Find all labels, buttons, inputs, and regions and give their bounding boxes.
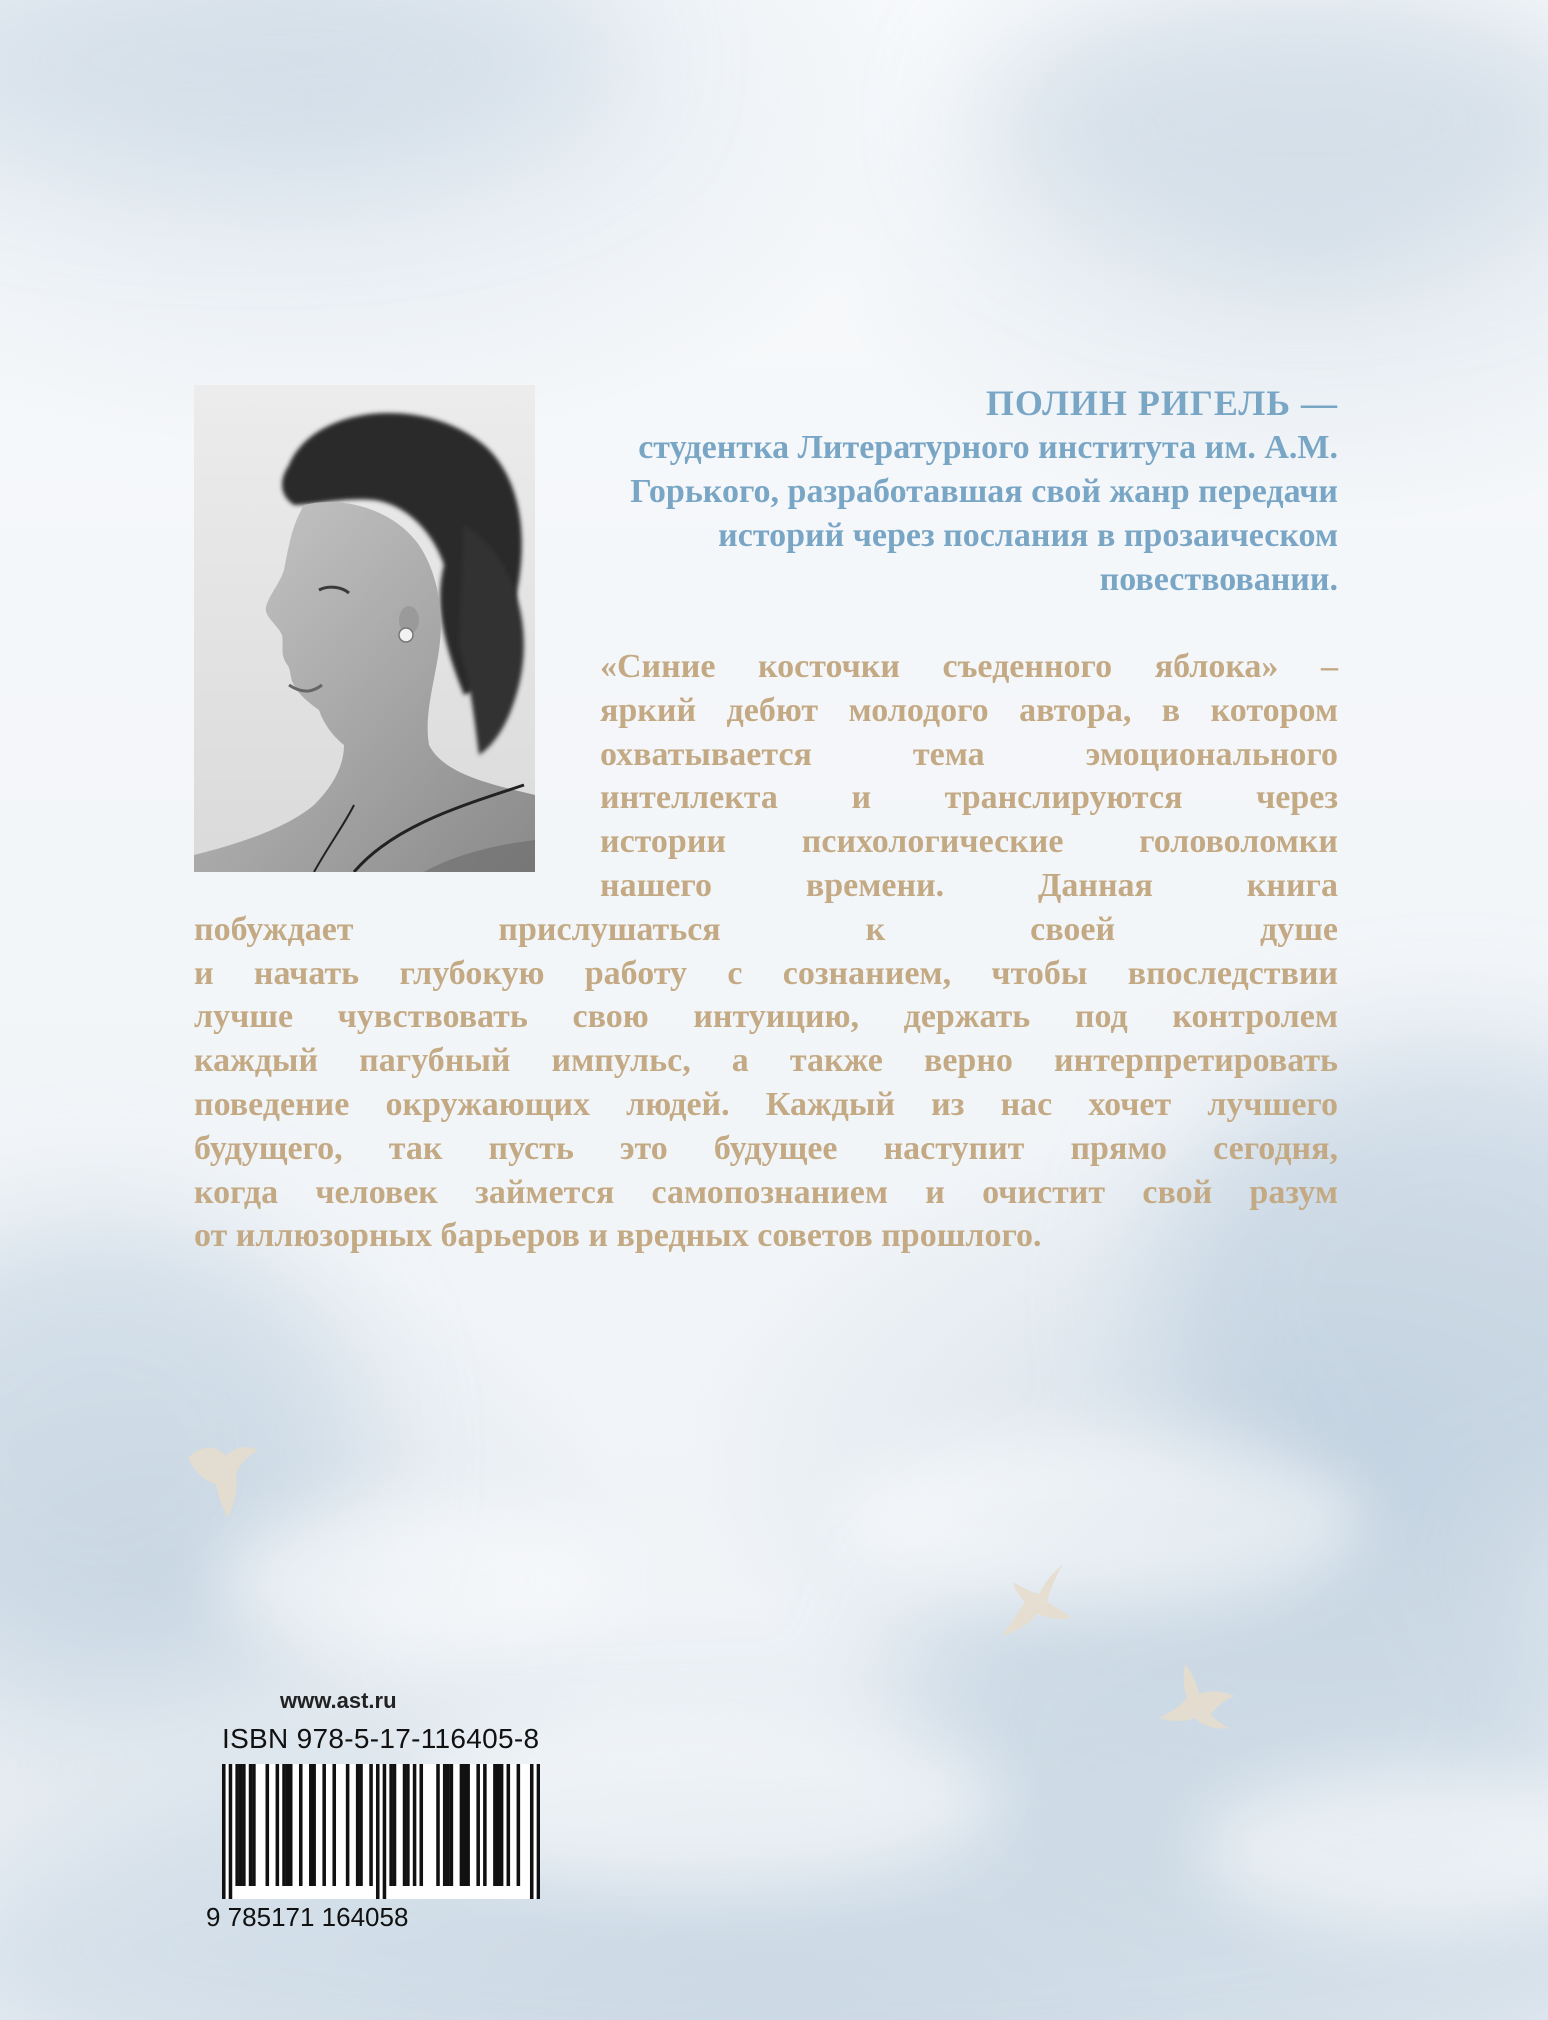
description-line: «Синие косточки съеденного яблока» – — [600, 648, 1338, 685]
barcode-bar — [476, 1764, 480, 1886]
barcode-bar — [403, 1764, 407, 1886]
description-line: лучше чувствовать свою интуицию, держать под контролем — [194, 998, 1338, 1036]
barcode-bar — [276, 1764, 280, 1886]
barcode-bar — [299, 1764, 303, 1886]
barcode-bar — [252, 1764, 256, 1886]
description-line: нашего времени. Данная книга — [600, 866, 1338, 904]
description-line: яркий дебют молодого автора, в котором — [600, 691, 1338, 729]
barcode-bar — [507, 1764, 511, 1886]
barcode-bar — [383, 1764, 387, 1899]
publisher-website: www.ast.ru — [280, 1688, 397, 1713]
barcode-bar — [443, 1764, 447, 1886]
barcode-bar — [446, 1764, 450, 1886]
description-line: от иллюзорных барьеров и вредных советов прошлого. — [194, 1217, 1042, 1255]
description-line: будущего, так пусть это будущее наступит прямо сегодня, — [194, 1129, 1338, 1167]
barcode-bar — [359, 1764, 363, 1886]
barcode-bar — [266, 1764, 270, 1886]
barcode-bar — [493, 1764, 497, 1886]
barcode-bar — [517, 1764, 521, 1886]
barcode-bar — [282, 1764, 286, 1886]
description-line: поведение окружающих людей. Каждый из нас хочет лучшего — [194, 1085, 1338, 1123]
barcode-bar — [500, 1764, 504, 1886]
barcode-bar — [466, 1764, 470, 1886]
description-line: и начать глубокую работу с сознанием, чтобы впоследствии — [194, 954, 1338, 992]
author-bio: студентка Литературного института им. А.М. Горького, разработавшая свой жанр передачи историй через послания в прозаическом повествовании. — [630, 429, 1338, 598]
barcode-bar — [309, 1764, 313, 1886]
barcode-digits: 9 785171 164058 — [206, 1902, 409, 1932]
book-description-block — [194, 645, 1338, 1258]
barcode-bar — [419, 1764, 423, 1886]
description-line: каждый пагубный импульс, а также верно интерпретировать — [194, 1042, 1338, 1080]
isbn-number: ISBN 978-5-17-116405-8 — [222, 1723, 540, 1754]
description-line: интеллекта и транслируются через — [600, 779, 1338, 817]
barcode — [222, 1764, 540, 1899]
barcode-bar — [460, 1764, 464, 1886]
barcode-bar — [389, 1764, 393, 1886]
bird-icon — [1155, 1660, 1250, 1735]
barcode-bar — [222, 1764, 226, 1899]
description-line: охватывается тема эмоционального — [600, 735, 1338, 773]
barcode-bar — [530, 1764, 534, 1899]
bird-icon — [995, 1560, 1075, 1650]
author-name: ПОЛИН РИГЕЛЬ — — [985, 383, 1338, 423]
barcode-bar — [463, 1764, 467, 1886]
barcode-bar — [289, 1764, 293, 1886]
barcode-bar — [413, 1764, 417, 1886]
barcode-bar — [229, 1764, 233, 1899]
barcode-bar — [376, 1764, 380, 1899]
description-line: когда человек займется самопознанием и очистит свой разум — [194, 1173, 1338, 1211]
barcode-bar — [393, 1764, 397, 1886]
barcode-bar — [346, 1764, 350, 1886]
barcode-bar — [496, 1764, 500, 1886]
barcode-bar — [369, 1764, 373, 1886]
barcode-bar — [436, 1764, 440, 1886]
barcode-bar — [483, 1764, 487, 1886]
barcode-bar — [537, 1764, 540, 1899]
barcode-bar — [356, 1764, 360, 1886]
barcode-bar — [450, 1764, 454, 1886]
bird-icon — [178, 1438, 268, 1533]
barcode-bar — [286, 1764, 290, 1886]
barcode-bar — [239, 1764, 243, 1886]
description-line: истории психологические головоломки — [600, 823, 1338, 861]
barcode-bar — [242, 1764, 246, 1886]
barcode-bar — [322, 1764, 326, 1886]
barcode-bar — [312, 1764, 316, 1886]
photo-spacer — [194, 645, 600, 907]
barcode-bar — [249, 1764, 253, 1886]
barcode-bar — [332, 1764, 336, 1886]
description-line: побуждает прислушаться к своей душе — [194, 910, 1338, 948]
barcode-bar — [235, 1764, 239, 1886]
barcode-bar — [406, 1764, 410, 1886]
